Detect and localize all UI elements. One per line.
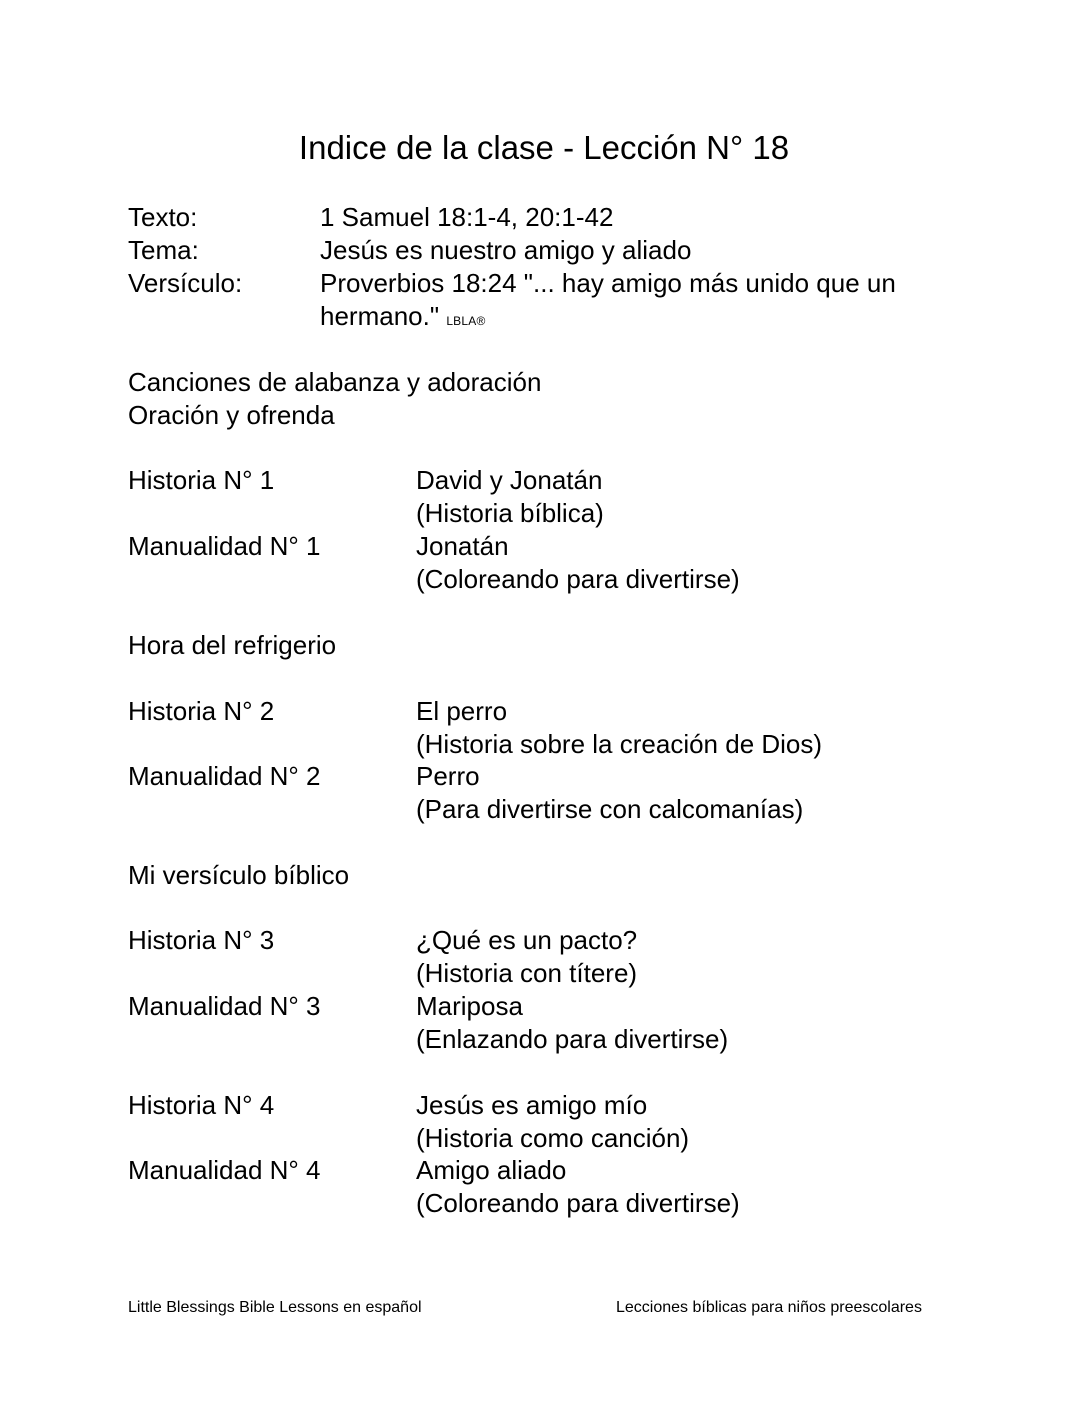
texto-label: Texto: <box>128 202 198 232</box>
activity-label: Manualidad N° 3 <box>128 991 321 1021</box>
activity-title: David y Jonatán <box>416 465 603 495</box>
activity-title: Jesús es amigo mío <box>416 1090 648 1120</box>
tema-label: Tema: <box>128 235 199 265</box>
activity-title: Amigo aliado <box>416 1155 567 1185</box>
activity-label: Historia N° 1 <box>128 465 275 495</box>
activity-title: ¿Qué es un pacto? <box>416 925 638 955</box>
activity-subtitle: (Enlazando para divertirse) <box>416 1024 729 1054</box>
activity-label: Historia N° 3 <box>128 925 275 955</box>
activity-label: Manualidad N° 4 <box>128 1155 321 1185</box>
activity-subtitle: (Historia como canción) <box>416 1123 690 1153</box>
activity-subtitle: (Historia bíblica) <box>416 498 604 528</box>
activity-title: Jonatán <box>416 531 509 561</box>
activity-title: Mariposa <box>416 991 523 1021</box>
activity-label: Historia N° 2 <box>128 696 275 726</box>
bible-version-mark: LBLA® <box>446 314 486 328</box>
footer-left: Little Blessings Bible Lessons en español <box>128 1299 422 1316</box>
activity-title: Perro <box>416 761 480 791</box>
page-title: Indice de la clase - Lección N° 18 <box>298 129 790 166</box>
snack-break: Hora del refrigerio <box>128 630 337 660</box>
activity-subtitle: (Historia con títere) <box>416 958 638 988</box>
activity-label: Manualidad N° 1 <box>128 531 321 561</box>
texto-value: 1 Samuel 18:1-4, 20:1-42 <box>320 202 614 232</box>
verse-break: Mi versículo bíblico <box>128 860 350 890</box>
opening-item: Canciones de alabanza y adoración <box>128 367 542 397</box>
versiculo-text-end: hermano." <box>320 301 440 331</box>
activity-subtitle: (Coloreando para divertirse) <box>416 1188 740 1218</box>
activity-subtitle: (Para divertirse con calcomanías) <box>416 794 804 824</box>
tema-value: Jesús es nuestro amigo y aliado <box>320 235 692 265</box>
opening-item: Oración y ofrenda <box>128 400 335 430</box>
versiculo-text-line2 <box>320 300 486 338</box>
activity-subtitle: (Historia sobre la creación de Dios) <box>416 729 823 759</box>
activity-label: Historia N° 4 <box>128 1090 275 1120</box>
footer-right: Lecciones bíblicas para niños preescolares <box>616 1299 922 1316</box>
versiculo-text-line1: Proverbios 18:24 "... hay amigo más unido que un <box>320 268 896 298</box>
activity-title: El perro <box>416 696 508 726</box>
activity-subtitle: (Coloreando para divertirse) <box>416 564 740 594</box>
versiculo-label: Versículo: <box>128 268 243 298</box>
activity-label: Manualidad N° 2 <box>128 761 321 791</box>
